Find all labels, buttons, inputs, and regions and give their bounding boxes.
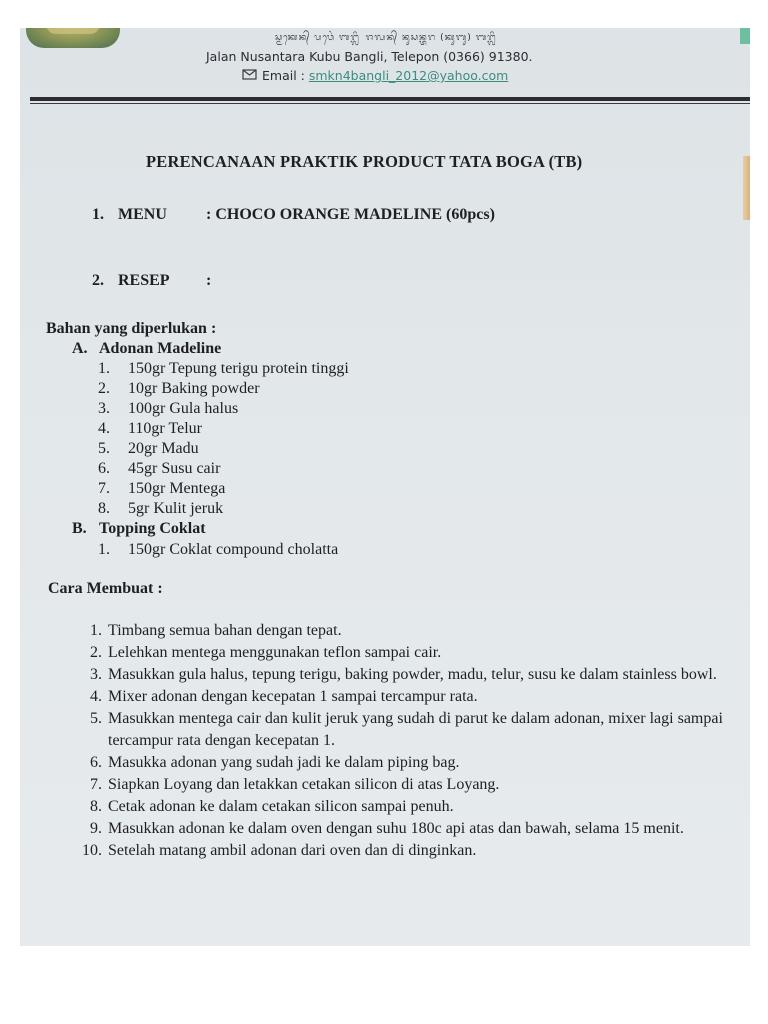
menu-number: 1. — [92, 206, 104, 223]
item-number: 1. — [98, 541, 110, 558]
section-letter: B. — [72, 520, 87, 537]
list-item — [98, 419, 349, 439]
item-number: 6. — [98, 460, 110, 477]
step-item — [72, 664, 732, 686]
method-heading: Cara Membuat : — [48, 580, 163, 597]
school-logo — [26, 28, 120, 48]
section-heading-b — [72, 520, 206, 538]
menu-line — [92, 206, 495, 224]
letterhead-rule-thin — [30, 103, 750, 104]
resep-line — [92, 272, 211, 290]
step-item — [72, 708, 732, 752]
ingredients-heading: Bahan yang diperlukan : — [46, 320, 217, 337]
step-item — [72, 774, 732, 796]
item-text: 110gr Telur — [128, 420, 202, 437]
step-text: Masukka adonan yang sudah jadi ke dalam piping bag. — [108, 754, 460, 771]
list-item — [98, 379, 349, 399]
step-number: 7. — [90, 776, 102, 793]
list-item — [98, 439, 349, 459]
item-number: 2. — [98, 380, 110, 397]
menu-value: : CHOCO ORANGE MADELINE (60pcs) — [206, 206, 495, 223]
letterhead-address: Jalan Nusantara Kubu Bangli, Telepon (0366) 91380. — [206, 49, 533, 64]
section-letter: A. — [72, 340, 88, 357]
item-number: 3. — [98, 400, 110, 417]
section-name: Topping Coklat — [99, 520, 206, 537]
step-item — [72, 642, 732, 664]
document-page — [20, 28, 750, 946]
step-number: 6. — [90, 754, 102, 771]
step-item — [72, 686, 732, 708]
page-edge-tab — [743, 156, 750, 220]
step-number: 3. — [90, 666, 102, 683]
step-number: 9. — [90, 820, 102, 837]
item-text: 100gr Gula halus — [128, 400, 239, 417]
item-text: 20gr Madu — [128, 440, 199, 457]
item-text: 10gr Baking powder — [128, 380, 260, 397]
step-text: Cetak adonan ke dalam cetakan silicon sampai penuh. — [108, 798, 454, 815]
list-item — [98, 399, 349, 419]
ingredient-list-a — [98, 359, 349, 519]
resep-value: : — [206, 272, 212, 289]
item-text: 45gr Susu cair — [128, 460, 221, 477]
step-text: Mixer adonan dengan kecepatan 1 sampai tercampur rata. — [108, 688, 478, 705]
list-item — [98, 359, 349, 379]
step-item — [72, 752, 732, 774]
resep-number: 2. — [92, 272, 104, 289]
letterhead-rule-thick — [30, 97, 750, 101]
step-item — [72, 840, 732, 862]
document-title: PERENCANAAN PRAKTIK PRODUCT TATA BOGA (TB) — [146, 152, 583, 171]
list-item — [98, 540, 338, 560]
item-text: 150gr Coklat compound cholatta — [128, 541, 339, 558]
step-number: 5. — [90, 710, 102, 727]
item-number: 1. — [98, 360, 110, 377]
step-item — [72, 796, 732, 818]
step-number: 10. — [82, 842, 102, 859]
step-text: Lelehkan mentega menggunakan teflon sampai cair. — [108, 644, 442, 661]
step-text: Masukkan gula halus, tepung terigu, baking powder, madu, telur, susu ke dalam stainless bowl. — [108, 666, 717, 683]
step-text: Masukkan mentega cair dan kulit jeruk yang sudah di parut ke dalam adonan, mixer lagi sampai tercampur rata dengan kecepatan 1. — [108, 710, 723, 749]
list-item — [98, 459, 349, 479]
step-number: 2. — [90, 644, 102, 661]
item-number: 8. — [98, 500, 110, 517]
item-number: 7. — [98, 480, 110, 497]
email-label: Email : — [262, 68, 309, 83]
step-text: Timbang semua bahan dengan tepat. — [108, 622, 342, 639]
section-name: Adonan Madeline — [99, 340, 222, 357]
email-icon — [242, 68, 258, 83]
method-steps — [72, 620, 732, 862]
step-number: 4. — [90, 688, 102, 705]
step-number: 8. — [90, 798, 102, 815]
page-edge-mark — [740, 28, 750, 44]
step-text: Setelah matang ambil adonan dari oven dan di dinginkan. — [108, 842, 477, 859]
menu-label: MENU — [118, 206, 167, 223]
item-number: 4. — [98, 420, 110, 437]
list-item — [98, 499, 349, 519]
letterhead-balinese-script: ᬲ᭄ᬫᬓᬾᬦ᭄ ᬧᬯᬾᬂ ᬩᬗ᭄ᬮᬶ ᬚᬮᬦ᭄ ᬦᬸᬲᬦ᭄ᬢᬭ (ᬓᬸᬩᬸ) ᬩᬗ᭄ᬮᬶ — [275, 33, 499, 43]
ingredient-list-b — [98, 540, 338, 560]
step-item — [72, 818, 732, 840]
item-text: 150gr Tepung terigu protein tinggi — [128, 360, 349, 377]
step-number: 1. — [90, 622, 102, 639]
item-text: 150gr Mentega — [128, 480, 226, 497]
step-text: Siapkan Loyang dan letakkan cetakan silicon di atas Loyang. — [108, 776, 500, 793]
list-item — [98, 479, 349, 499]
step-text: Masukkan adonan ke dalam oven dengan suhu 180c api atas dan bawah, selama 15 menit. — [108, 820, 684, 837]
section-heading-a — [72, 340, 221, 358]
item-number: 5. — [98, 440, 110, 457]
step-item — [72, 620, 732, 642]
resep-label: RESEP — [118, 272, 170, 289]
item-text: 5gr Kulit jeruk — [128, 500, 224, 517]
letterhead-email — [242, 68, 508, 83]
email-link[interactable]: smkn4bangli_2012@yahoo.com — [308, 68, 509, 83]
